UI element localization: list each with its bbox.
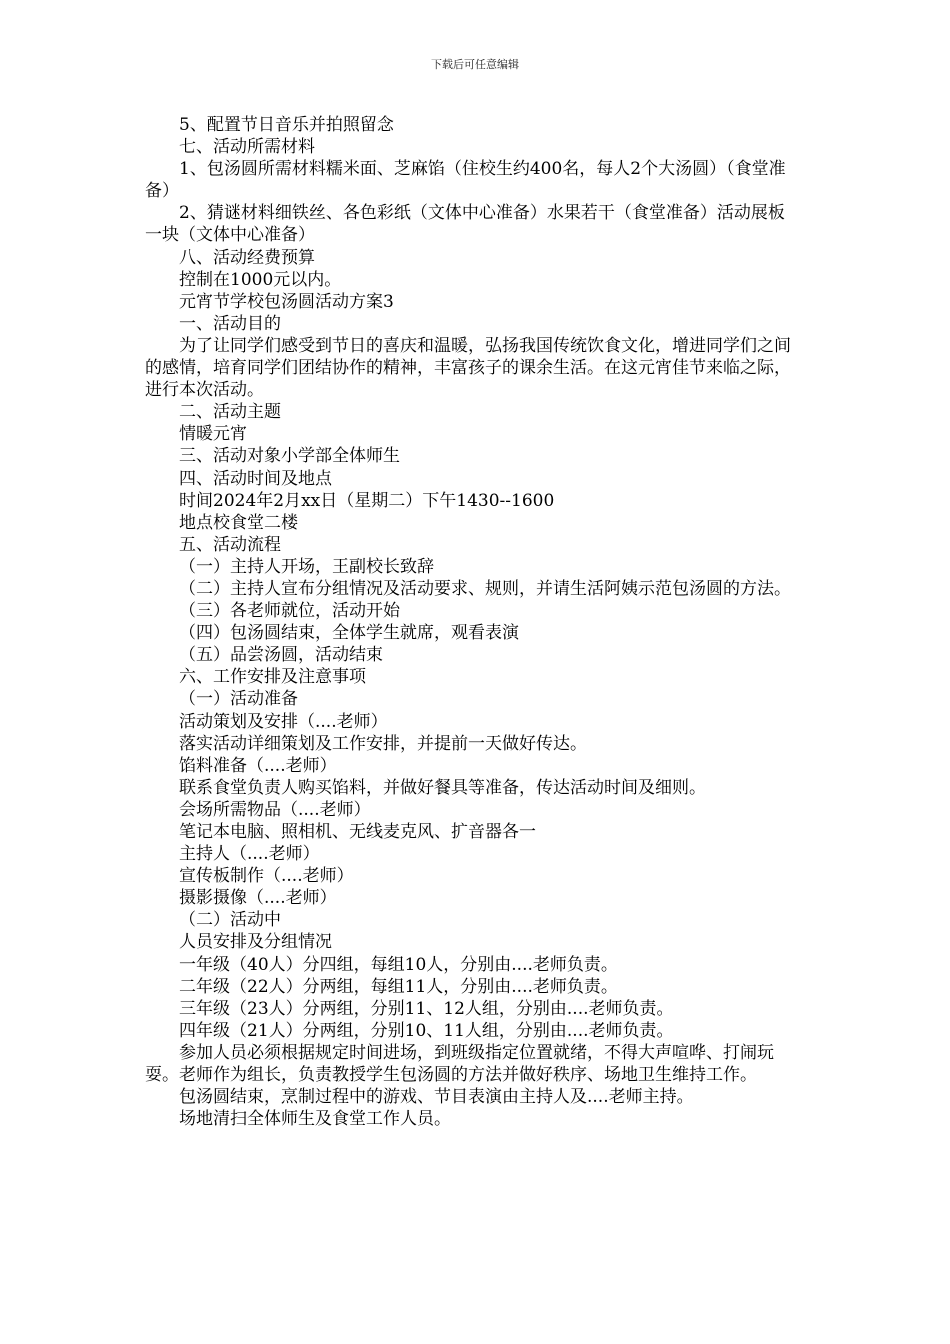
paragraph: （四）包汤圆结束，全体学生就席，观看表演 <box>179 623 519 644</box>
paragraph: 八、活动经费预算 <box>179 247 315 268</box>
paragraph: 情暖元宵 <box>179 424 247 445</box>
paragraph: 摄影摄像（....老师） <box>179 888 337 909</box>
paragraph: 五、活动流程 <box>179 534 281 555</box>
paragraph: 2、猜谜材料细铁丝、各色彩纸（文体中心准备）水果若干（食堂准备）活动展板一块（文体中心准备） <box>145 203 785 246</box>
paragraph: 二年级（22人）分两组，每组11人，分别由....老师负责。 <box>179 976 618 997</box>
page-header: 下载后可任意编辑 <box>431 58 519 71</box>
paragraph: 元宵节学校包汤圆活动方案3 <box>179 291 394 312</box>
paragraph: （二）主持人宣布分组情况及活动要求、规则，并请生活阿姨示范包汤圆的方法。 <box>179 578 791 599</box>
paragraph: 宣传板制作（....老师） <box>179 866 354 887</box>
paragraph: 二、活动主题 <box>179 402 281 423</box>
paragraph: 为了让同学们感受到节日的喜庆和温暖，弘扬我国传统饮食文化，增进同学们之间的感情，培育同学们团结协作的精神，丰富孩子的课余生活。在这元宵佳节来临之际，进行本次活动。 <box>145 335 791 401</box>
paragraph: 5、配置节日音乐并拍照留念 <box>179 115 394 135</box>
paragraph: 参加人员必须根据规定时间进场，到班级指定位置就绪，不得大声喧哗、打闹玩耍。老师作为组长，负责教授学生包汤圆的方法并做好秩序、场地卫生维持工作。 <box>145 1042 774 1086</box>
paragraph: 主持人（....老师） <box>179 844 320 865</box>
paragraph: 六、工作安排及注意事项 <box>179 667 366 688</box>
paragraph: 活动策划及安排（....老师） <box>179 711 388 732</box>
paragraph: 人员安排及分组情况 <box>179 932 332 953</box>
paragraph: （三）各老师就位，活动开始 <box>179 601 400 622</box>
paragraph: 三、活动对象小学部全体师生 <box>179 446 400 467</box>
paragraph: 笔记本电脑、照相机、无线麦克风、扩音器各一 <box>179 822 536 842</box>
paragraph: 时间2024年2月xx日（星期二）下午1430--1600 <box>179 490 555 511</box>
paragraph: 落实活动详细策划及工作安排，并提前一天做好传达。 <box>179 733 587 754</box>
paragraph: （一）活动准备 <box>179 689 298 710</box>
paragraph: 四年级（21人）分两组，分别10、11人组，分别由....老师负责。 <box>179 1020 674 1041</box>
paragraph: 1、包汤圆所需材料糯米面、芝麻馅（住校生约400名，每人2个大汤圆）（食堂准备） <box>145 159 786 202</box>
paragraph: 场地清扫全体师生及食堂工作人员。 <box>179 1109 451 1130</box>
paragraph: 三年级（23人）分两组，分别11、12人组，分别由....老师负责。 <box>179 998 674 1019</box>
paragraph: 一年级（40人）分四组，每组10人，分别由....老师负责。 <box>179 954 618 975</box>
paragraph: 会场所需物品（....老师） <box>179 799 371 820</box>
paragraph: 七、活动所需材料 <box>179 137 315 158</box>
paragraph: （一）主持人开场，王副校长致辞 <box>179 556 434 577</box>
paragraph: 馅料准备（....老师） <box>179 755 337 776</box>
paragraph: 控制在1000元以内。 <box>179 269 342 290</box>
paragraph: 包汤圆结束，烹制过程中的游戏、节目表演由主持人及....老师主持。 <box>179 1087 694 1108</box>
paragraph: （二）活动中 <box>179 910 281 931</box>
paragraph: 四、活动时间及地点 <box>179 468 332 489</box>
paragraph: （五）品尝汤圆，活动结束 <box>179 645 383 666</box>
document-body <box>145 114 801 1130</box>
paragraph: 一、活动目的 <box>179 313 281 334</box>
paragraph: 地点校食堂二楼 <box>179 512 298 533</box>
paragraph: 联系食堂负责人购买馅料，并做好餐具等准备，传达活动时间及细则。 <box>179 777 706 798</box>
